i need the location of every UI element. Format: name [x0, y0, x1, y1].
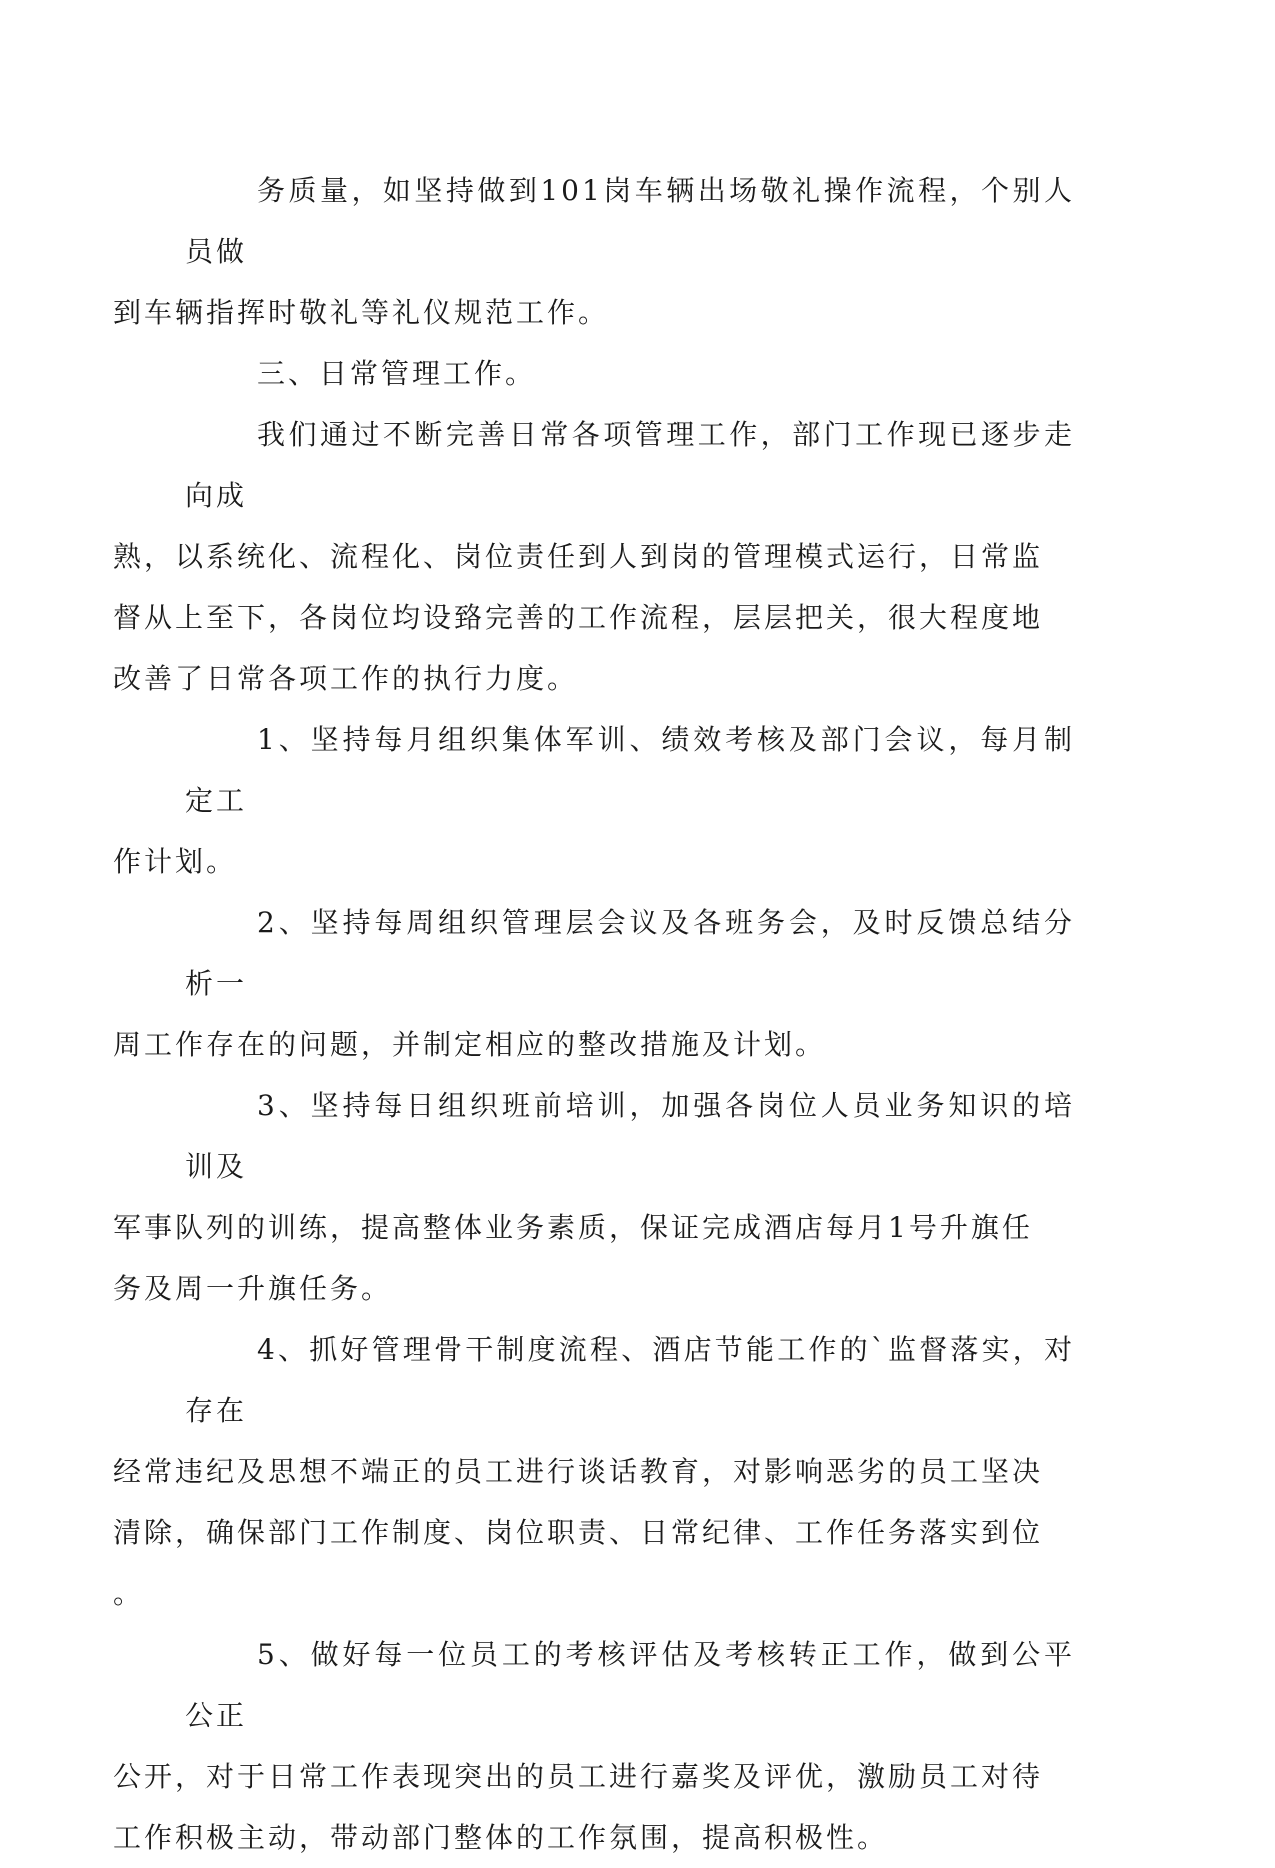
text-line: 周工作存在的问题，并制定相应的整改措施及计划。 — [113, 1028, 827, 1061]
document-body — [113, 160, 1075, 1868]
text-line: 务及周一升旗任务。 — [113, 1272, 393, 1305]
text-line: 公开，对于日常工作表现突出的员工进行嘉奖及评优，激励员工对待 — [113, 1760, 1044, 1793]
text-line: 改善了日常各项工作的执行力度。 — [113, 662, 579, 695]
text-line: 4、抓好管理骨干制度流程、酒店节能工作的`监督落实，对存在 — [185, 1333, 1075, 1427]
text-line: 3、坚持每日组织班前培训，加强各岗位人员业务知识的培训及 — [185, 1089, 1075, 1183]
section-heading-daily-management — [185, 343, 1075, 404]
text-line: 我们通过不断完善日常各项管理工作，部门工作现已逐步走向成 — [185, 418, 1075, 512]
text-line: 督从上至下，各岗位均设臵完善的工作流程，层层把关，很大程度地 — [113, 601, 1044, 634]
text-line: 工作积极主动，带动部门整体的工作氛围，提高积极性。 — [113, 1821, 889, 1854]
text-line: 作计划。 — [113, 845, 238, 878]
text-line: 到车辆指挥时敬礼等礼仪规范工作。 — [113, 296, 610, 329]
list-item-1 — [113, 709, 1075, 892]
list-item-4 — [113, 1319, 1075, 1624]
text-line: 。 — [113, 1577, 145, 1610]
text-line: 1、坚持每月组织集体军训、绩效考核及部门会议，每月制定工 — [185, 723, 1075, 817]
text-line: 熟，以系统化、流程化、岗位责任到人到岗的管理模式运行，日常监 — [113, 540, 1044, 573]
text-line: 务质量，如坚持做到101岗车辆出场敬礼操作流程，个别人员做 — [185, 174, 1075, 268]
text-line: 经常违纪及思想不端正的员工进行谈话教育，对影响恶劣的员工坚决 — [113, 1455, 1044, 1488]
text-line: 2、坚持每周组织管理层会议及各班务会，及时反馈总结分析一 — [185, 906, 1075, 1000]
text-line: 清除，确保部门工作制度、岗位职责、日常纪律、工作任务落实到位 — [113, 1516, 1044, 1549]
paragraph-management-overview — [113, 404, 1075, 709]
text-line: 5、做好每一位员工的考核评估及考核转正工作，做到公平公正 — [185, 1638, 1075, 1732]
text-line: 军事队列的训练，提高整体业务素质，保证完成酒店每月1号升旗任 — [113, 1211, 1033, 1244]
list-item-5 — [113, 1624, 1075, 1868]
list-item-3 — [113, 1075, 1075, 1319]
text-line: 三、日常管理工作。 — [257, 357, 537, 390]
list-item-2 — [113, 892, 1075, 1075]
paragraph-service-quality — [113, 160, 1075, 343]
